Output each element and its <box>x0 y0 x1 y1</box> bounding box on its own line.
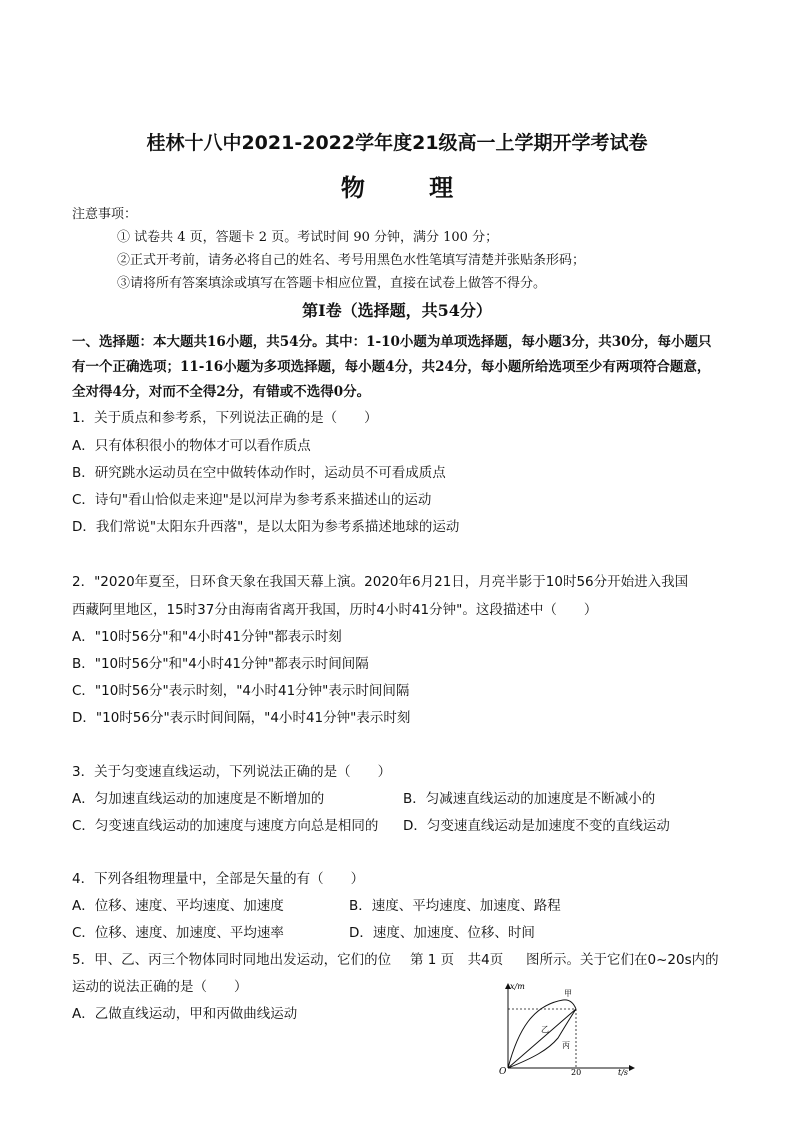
notice-item-2: ②正式开考前，请务必将自己的姓名、考号用黑色水性笔填写清楚并张贴条形码； <box>117 253 586 268</box>
y-axis-label: x/m <box>510 982 525 991</box>
subject-title: 物 理 <box>340 173 482 202</box>
question-4-option-c: C．位移、速度、加速度、平均速率 <box>72 925 284 941</box>
displacement-time-graph <box>488 980 638 1076</box>
question-1-option-d: D．我们常说"太阳东升西落"，是以太阳为参考系描述地球的运动 <box>72 519 460 535</box>
question-1-option-a: A．只有体积很小的物体才可以看作质点 <box>72 438 311 454</box>
question-5-stem-line-2: 运动的说法正确的是（ ） <box>72 979 248 995</box>
x-tick-20: 20 <box>571 1068 582 1076</box>
question-1-stem: 1．关于质点和参考系，下列说法正确的是（ ） <box>72 410 378 426</box>
curve-label-jia: 甲 <box>564 989 572 998</box>
notice-item-3: ③请将所有答案填涂或填写在答题卡相应位置，直接在试卷上做答不得分。 <box>117 276 547 291</box>
page-footer: 第 1 页 共4页 <box>410 948 503 968</box>
section-intro: 一、选择题：本大题共16小题，共54分。其中：1-10小题为单项选择题，每小题3分，共30分，每小题只有一个正确选项；11-16小题为多项选择题，每小题4分，共24分，每小题所给选项至少有两项符合题意，全对得4分，对而不全得2分，有错或不选得0分。 <box>72 334 712 400</box>
question-1-option-b: B．研究跳水运动员在空中做转体动作时，运动员不可看成质点 <box>72 465 446 481</box>
notice-heading: 注意事项： <box>72 207 138 222</box>
question-3-option-a: A．匀加速直线运动的加速度是不断增加的 <box>72 791 325 807</box>
question-2-option-c: C．"10时56分"表示时刻，"4小时41分钟"表示时间间隔 <box>72 683 410 699</box>
curve-label-bing: 丙 <box>562 1041 570 1050</box>
question-4-option-d: D．速度、加速度、位移、时间 <box>349 925 535 941</box>
question-3-option-c: C．匀变速直线运动的加速度与速度方向总是相同的 <box>72 818 379 834</box>
question-5-stem-right: 图所示。关于它们在0~20s内的 <box>526 952 719 968</box>
question-3-option-b: B．匀减速直线运动的加速度是不断减小的 <box>403 791 656 807</box>
question-4-option-b: B．速度、平均速度、加速度、路程 <box>349 898 561 914</box>
question-2-option-d: D．"10时56分"表示时间间隔，"4小时41分钟"表示时刻 <box>72 710 411 726</box>
question-4-option-a: A．位移、速度、平均速度、加速度 <box>72 898 284 914</box>
question-2-option-a: A．"10时56分"和"4小时41分钟"都表示时刻 <box>72 629 342 645</box>
x-axis-label: t/s <box>618 1068 629 1076</box>
curve-label-yi: 乙 <box>541 1025 549 1034</box>
question-2-stem-line-2: 西藏阿里地区，15时37分由海南省离开我国，历时4小时41分钟"。这段描述中（ ） <box>72 602 598 618</box>
question-3-stem: 3．关于匀变速直线运动，下列说法正确的是（ ） <box>72 764 392 780</box>
question-2-option-b: B．"10时56分"和"4小时41分钟"都表示时间间隔 <box>72 656 369 672</box>
question-4-stem: 4．下列各组物理量中，全部是矢量的有（ ） <box>72 871 365 887</box>
question-5-stem-left: 5．甲、乙、丙三个物体同时同地出发运动，它们的位 <box>72 952 392 968</box>
part-title: 第Ⅰ卷（选择题，共54分） <box>302 301 492 320</box>
notice-item-1: ① 试卷共 4 页，答题卡 2 页。考试时间 90 分钟，满分 100 分； <box>117 230 499 245</box>
origin-label: O <box>499 1067 507 1076</box>
exam-title: 桂林十八中2021-2022学年度21级高一上学期开学考试卷 <box>146 132 648 154</box>
question-5-option-a: A．乙做直线运动，甲和丙做曲线运动 <box>72 1006 298 1022</box>
question-3-option-d: D．匀变速直线运动是加速度不变的直线运动 <box>403 818 670 834</box>
question-1-option-c: C．诗句"看山恰似走来迎"是以河岸为参考系来描述山的运动 <box>72 492 432 508</box>
question-2-stem-line-1: 2．"2020年夏至，日环食天象在我国天幕上演。2020年6月21日，月亮半影于10时56分开始进入我国 <box>72 574 689 590</box>
